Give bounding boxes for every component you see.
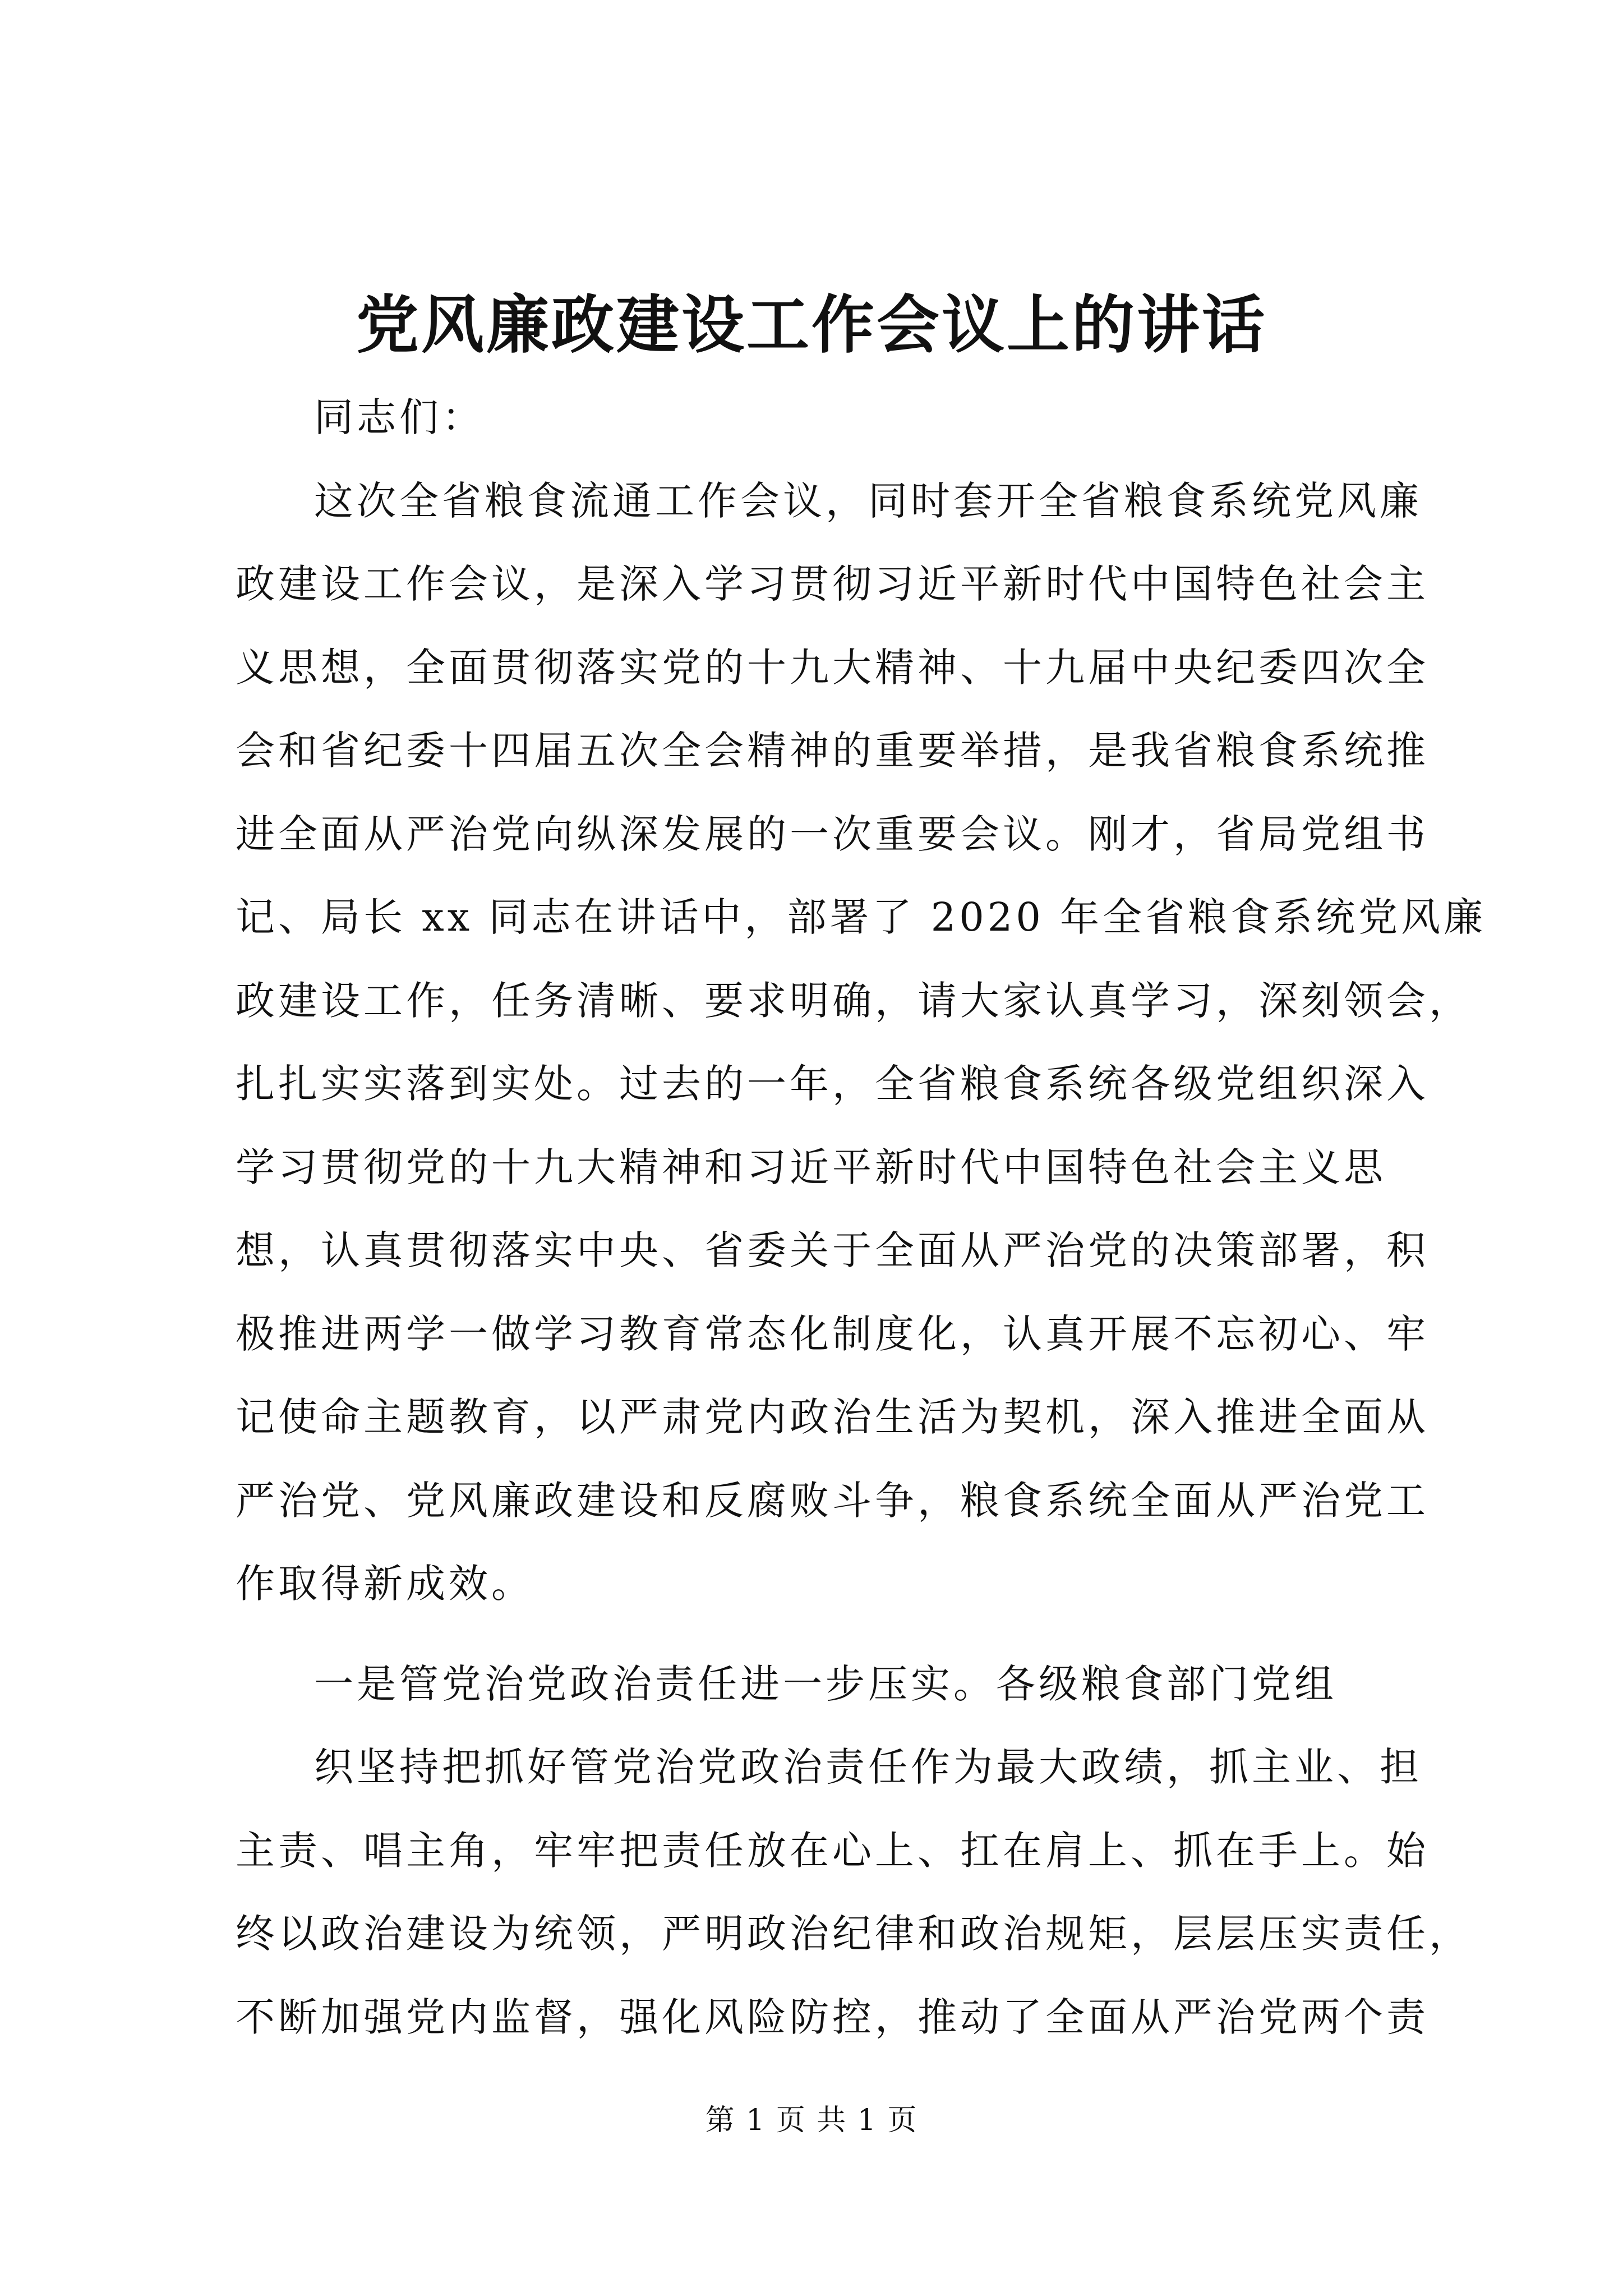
paragraph-line: 政建设工作，任务清晰、要求明确，请大家认真学习，深刻领会， (236, 977, 1472, 1024)
paragraph-line: 主责、唱主角，牢牢把责任放在心上、扛在肩上、抓在手上。始 (236, 1827, 1429, 1874)
paragraph-line: 会和省纪委十四届五次全会精神的重要举措，是我省粮食系统推 (236, 728, 1429, 774)
paragraph-line: 这次全省粮食流通工作会议，同时套开全省粮食系统党风廉 (314, 477, 1422, 524)
document-body (236, 376, 1487, 2059)
paragraph-line: 严治党、党风廉政建设和反腐败斗争，粮食系统全面从严治党工 (236, 1477, 1429, 1524)
paragraph-line: 想，认真贯彻落实中央、省委关于全面从严治党的决策部署，积 (236, 1227, 1429, 1273)
paragraph-line: 不断加强党内监督，强化风险防控，推动了全面从严治党两个责 (236, 1994, 1429, 2040)
page-number-footer: 第 1 页 共 1 页 (705, 2104, 918, 2137)
salutation: 同志们： (314, 394, 485, 440)
paragraph-line: 义思想，全面贯彻落实党的十九大精神、十九届中央纪委四次全 (236, 644, 1429, 691)
paragraph-line: 记、局长 xx 同志在讲话中，部署了 2020 年全省粮食系统党风廉 (236, 894, 1487, 940)
paragraph-line: 学习贯彻党的十九大精神和习近平新时代中国特色社会主义思 (236, 1144, 1386, 1190)
paragraph-line: 记使命主题教育，以严肃党内政治生活为契机，深入推进全面从 (236, 1394, 1429, 1440)
paragraph-line: 终以政治建设为统领，严明政治纪律和政治规矩，层层压实责任， (236, 1911, 1472, 1957)
paragraph-3 (236, 1726, 1472, 2059)
document-title: 党风廉政建设工作会议上的讲话 (356, 288, 1267, 362)
paragraph-1 (236, 459, 1487, 1626)
paragraph-line: 织坚持把抓好管党治党政治责任作为最大政绩，抓主业、担 (314, 1744, 1422, 1790)
paragraph-2: 一是管党治党政治责任进一步压实。各级粮食部门党组 (314, 1660, 1337, 1707)
paragraph-line: 扎扎实实落到实处。过去的一年，全省粮食系统各级党组织深入 (236, 1061, 1429, 1107)
paragraph-line: 进全面从严治党向纵深发展的一次重要会议。刚才，省局党组书 (236, 811, 1429, 857)
paragraph-line: 作取得新成效。 (236, 1561, 534, 1607)
paragraph-spacer (236, 1626, 1413, 1642)
paragraph-line: 极推进两学一做学习教育常态化制度化，认真开展不忘初心、牢 (236, 1310, 1429, 1357)
paragraph-line: 政建设工作会议，是深入学习贯彻习近平新时代中国特色社会主 (236, 561, 1429, 607)
